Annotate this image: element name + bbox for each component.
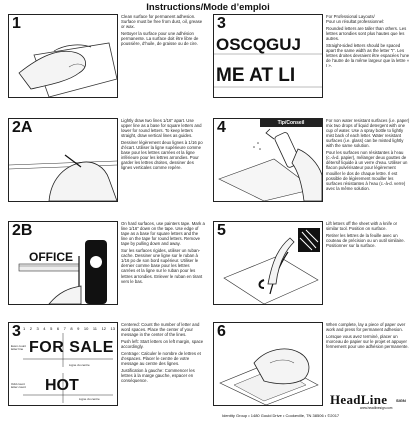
ruler-tick: 7 [63,326,66,331]
office-text: OFFICE [29,250,73,264]
ruler-tick: 4 [43,326,46,331]
round-letters: OSCQGUJ [216,35,302,54]
straight-letters: ME AT LI [216,65,296,86]
knife-lift-illustration [214,222,322,304]
step-number: 2B [12,222,33,239]
label-text: Ligne du centre [69,363,90,367]
brand-name: HeadLine [330,392,388,407]
step-3a-text [326,14,410,70]
step-number: 1 [12,15,21,32]
spray-bottle-illustration [214,119,322,201]
step-number: 3 [217,15,226,32]
step-2b-text [121,221,205,285]
step-3b-centered: Centered: Count the number of letter and word spaces. Place the center of your message in the center of the lines. [121,322,200,338]
step-3a-illustration [213,14,323,98]
step-2a-fr: Dessiner légèrement deux lignes à 1/16 po d’écart. Utiliser la ligne supérieure comme base pour les lettres carrées et la ligne inférieure pour les lettres arrondies. Pour garder les lettres droites, dessiner des lignes verticales comme repère. [121,139,203,171]
step-4-illustration [213,118,323,202]
label-text: Odd count letter count [11,382,26,390]
step-2a-illustration [8,118,118,202]
ruler-tick: 13 [110,326,115,331]
step-2b-en: On hard surfaces, use painters tape. Mark a line 1/16" down on the tape. Use edge of tape as a base for square letters and the line on the tape for round letters. Remove tape by pulling down and away. [121,221,205,247]
baseline-guides [214,15,322,97]
step-3b-pushleft: Push left: Start letters on left margin, space accordingly. [121,338,204,349]
step-2a-text [121,118,205,172]
hot-text: HOT [45,377,79,394]
step-number: 6 [217,323,226,340]
step-2b-fr: Sur les surfaces rigides, utiliser un ruban-cache. Dessiner une ligne sur le ruban à 1/16 po de son bord supérieur. Utiliser le dernier comme base pour les lettres carrées et la ligne sur le ruban pour les lettres arrondies. Enlever le ruban en tirant vers le bas. [121,248,203,284]
step-4-en: For non water resistant surfaces (i.e. paper) mix two drops of liquid detergent with one cup of water. Use a spray bottle to lightly mist back of each letter. Water resistant surfaces (i.e. glass) can be misted lightly with the same solution. [326,118,410,149]
brand-url: www.headlinesign.com [360,406,393,410]
step-number: 5 [217,222,226,239]
step-3b-text [121,322,205,384]
headline-logo [326,392,410,410]
ruler-tick: 10 [83,326,89,331]
step-4-text [326,118,410,193]
step-3a-rounded: Rounded letters are taller than others. Les lettres arrondies sont plus hautes que les autres. [326,25,407,41]
step-6-en: When complete, lay a piece of paper over work and press for permanent adhesion. [326,322,406,333]
ruler-tick: 11 [92,326,98,331]
for-sale-text: FOR SALE [29,339,114,356]
step-3b-justification: Justification à gauche: Commencer les lettres à la marge gauche, espacer en conséquence. [121,367,195,383]
step-3a-heading-en: For Professional Layouts/ [326,14,375,19]
step-6-text [326,322,410,351]
step-number: 3 [12,323,21,340]
center-guides [9,323,117,405]
ruler-tick: 2 [29,326,32,331]
ruler-tick: 1 [23,326,26,331]
page-title: Instructions/Mode d’emploi [146,2,270,13]
step-4-fr: Pour les surfaces non résistantes à l’eau (c.-à-d. papier), mélanger deux gouttes de détersif liquide à un verre d’eau. Utiliser un flacon pulvérisateur pour légèrement mouiller le dos de chaque lettre. Il est possible de légèrement mouiller les surfaces résistantes à l’eau (c.-à-d. verre) avec la même solution. [326,150,408,191]
step-3b-centrage: Centrage: Calculer le nombre de lettres et d’espaces. Placer le centre de votre message au centre des lignes. [121,350,201,366]
step-number: 4 [217,119,226,136]
step-2b-illustration [8,221,118,305]
step-5-en: Lift letters off the sheet with a knife or similar tool. Position on surface. [326,221,398,232]
step-3a-straight: Straight-sided letters should be spaced apart the same width as the letter “I”. Les lettres droites devraient être espacées l’une de l’autre de la même largeur que la lettre « I ». [326,42,410,69]
tip-badge: Tip/Conseil [260,119,322,127]
ruler-tick: 5 [50,326,53,331]
step-1-fr: Nettoyer la surface pour une adhésion permanente. La surface doit être libre de poussière, d’huile, de graisse ou de cire. [121,30,199,47]
step-5-fr: Retirer les lettres de la feuille avec un couteau de précision ou un outil similaire. Positionner sur la surface. [326,232,405,248]
ruler-tick: 12 [101,326,107,331]
ruler-tick: 3 [36,326,39,331]
label-text: Even count letter line [11,344,27,352]
ruler-tick: 9 [77,326,80,331]
step-3a-heading-fr: Pour un résultat professionnel: [326,19,385,25]
step-1-illustration [8,14,118,98]
ruler-tick: 8 [70,326,73,331]
step-5-text [326,221,410,250]
ruler-tick: 6 [56,326,60,331]
brand-sub: SIGN [396,398,406,403]
footer-address: Identity Group • 1480 Gould Drive • Cookeville, TN 38506 • ©2017 [222,413,340,418]
pressing-hand-illustration [214,323,322,405]
step-1-en: Clean surface for permanent adhesion. Surface must be free from dust, oil, grease or wax. [121,14,203,30]
step-2a-en: Lightly draw two lines 1/16" apart. Use upper line as a base for square letters and lower for round letters. To keep letters straight, draw vertical lines as guides. [121,118,202,139]
step-6-illustration [213,322,323,406]
step-5-illustration [213,221,323,305]
wiping-hand-illustration [9,15,117,97]
step-6-fr: Lorsque vous avez terminé, placer un morceau de papier sur le projet et appuyer fermement pour une adhésion permanente. [326,333,409,349]
label-text: Ligne du centre [79,397,100,401]
step-number: 2A [12,119,33,136]
step-3b-illustration [8,322,118,406]
step-1-text [121,14,205,48]
